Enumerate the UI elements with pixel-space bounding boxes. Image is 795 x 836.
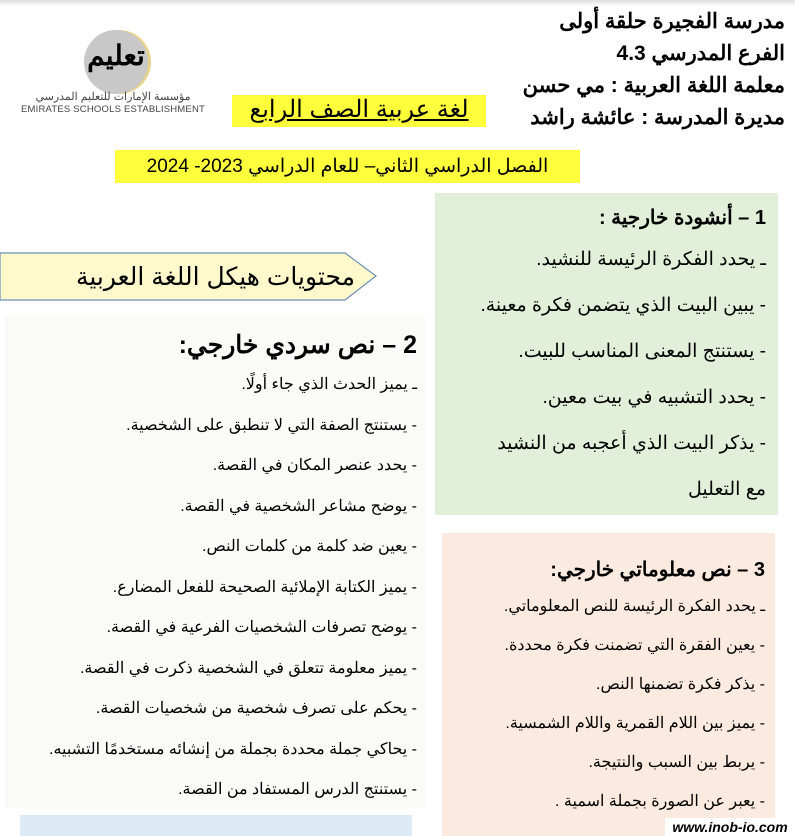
list-item: - يذكر البيت الذي أعجبه من النشيد: [497, 433, 766, 454]
list-item: - يميز معلومة تتعلق في الشخصية ذكرت في القصة.: [79, 659, 417, 677]
logo-english: EMIRATES SCHOOLS ESTABLISHMENT: [20, 104, 206, 115]
section-heading: 3 – نص معلوماتي خارجي:: [550, 559, 765, 581]
school-branch: الفرع المدرسي 4.3: [616, 42, 785, 65]
list-item: - يوضح مشاعر الشخصية في القصة.: [180, 497, 417, 515]
list-item: ـ يحدد الفكرة الرئيسة للنشيد.: [536, 249, 766, 270]
list-item: - يحاكي جملة محددة بجملة من إنشائه مستخدمًا التشبيه.: [49, 740, 417, 758]
list-item: ـ يميز الحدث الذي جاء أولًا.: [241, 376, 417, 393]
list-item: - يستنتج الصفة التي لا تنطبق على الشخصية.: [126, 416, 417, 434]
section-narrative: [5, 315, 425, 808]
list-item: - يميز الكتابة الإملائية الصحيحة للفعل المضارع.: [112, 578, 417, 596]
banner-title: محتويات هيكل اللغة العربية: [75, 263, 355, 291]
list-item: - يستنتج الدرس المستفاد من القصة.: [178, 781, 417, 798]
list-item: - يحدد التشبيه في بيت معين.: [542, 387, 766, 408]
document-title: لغة عربية الصف الرابع: [232, 95, 486, 127]
list-item: مع التعليل: [688, 479, 766, 500]
list-item: - يحكم على تصرف شخصية من شخصيات القصة.: [95, 700, 417, 717]
list-item: - يبين البيت الذي يتضمن فكرة معينة.: [480, 295, 766, 316]
list-item: - يحدد عنصر المكان في القصة.: [212, 457, 417, 474]
watermark: www.inob-io.com: [665, 818, 795, 836]
section-informational: [442, 533, 775, 836]
section-heading: 2 – نص سردي خارجي:: [178, 331, 417, 359]
list-item: - يوضح تصرفات الشخصيات الفرعية في القصة.: [106, 619, 417, 636]
logo-arabic: مؤسسة الإمارات للتعليم المدرسي: [35, 91, 191, 103]
list-item: - يذكر فكرة تضمنها النص.: [596, 676, 765, 693]
section-next-box: [20, 815, 412, 836]
list-item: ـ يحدد الفكرة الرئيسة للنص المعلوماتي.: [503, 598, 765, 615]
section-song: [435, 193, 778, 515]
list-item: - يعين ضد كلمة من كلمات النص.: [202, 538, 417, 555]
list-item: - يميز بين اللام القمرية واللام الشمسية.: [505, 715, 765, 732]
section-heading: 1 – أنشودة خارجية :: [598, 207, 766, 229]
list-item: - يعين الفقرة التي تضمنت فكرة محددة.: [504, 637, 765, 654]
list-item: - يعبر عن الصورة بجملة اسمية .: [555, 793, 765, 810]
ese-logo: [14, 28, 214, 118]
list-item: - يستنتج المعنى المناسب للبيت.: [518, 341, 766, 362]
list-item: - يربط بين السبب والنتيجة.: [588, 754, 765, 771]
school-name: مدرسة الفجيرة حلقة أولى: [559, 10, 785, 33]
principal-name: مديرة المدرسة : عائشة راشد: [530, 106, 785, 129]
teacher-name: معلمة اللغة العربية : مي حسن: [522, 74, 785, 97]
logo-mark: تعليم: [87, 39, 145, 72]
semester-label: الفصل الدراسي الثاني– للعام الدراسي 2023- 2024: [115, 150, 580, 183]
